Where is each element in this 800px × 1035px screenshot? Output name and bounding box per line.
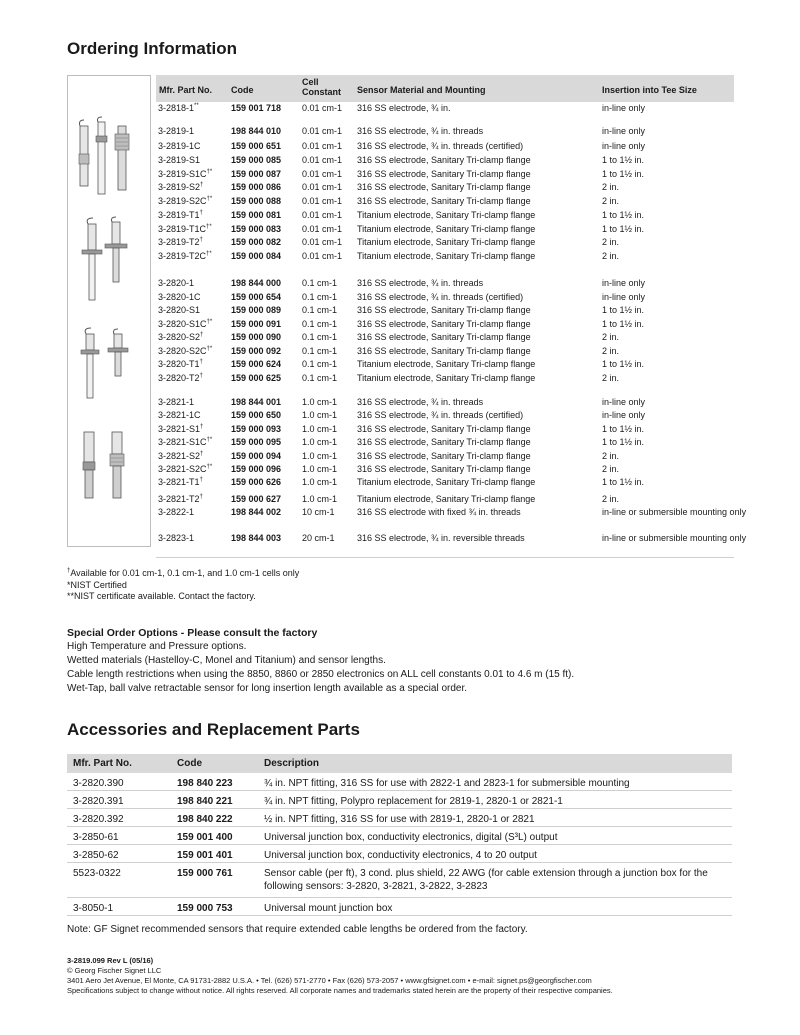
acc-part-number: 3-2820.392 xyxy=(73,814,124,825)
cell-constant: 0.01 cm-1 xyxy=(302,155,343,165)
code: 159 000 091 xyxy=(231,319,282,329)
sensor-material: 316 SS electrode, Sanitary Tri-clamp flange xyxy=(357,346,531,356)
part-footnote-mark: ** xyxy=(194,103,199,109)
code: 159 000 088 xyxy=(231,196,282,206)
acc-code: 198 840 223 xyxy=(177,778,233,789)
ordering-table-body xyxy=(156,102,747,558)
part-footnote-mark: †* xyxy=(206,437,213,443)
col-header-cell: Cell Constant xyxy=(302,77,341,97)
acc-code: 198 840 222 xyxy=(177,814,233,825)
cell-constant: 1.0 cm-1 xyxy=(302,437,338,447)
cell-constant: 1.0 cm-1 xyxy=(302,451,338,461)
acc-description: ¾ in. NPT fitting, 316 SS for use with 2822-1 and 2823-1 for submersible mounting xyxy=(264,778,630,789)
acc-code: 159 000 761 xyxy=(177,868,233,879)
footnote-nist-cert: **NIST certificate available. Contact the factory. xyxy=(67,591,256,601)
insertion-size: 2 in. xyxy=(602,464,620,474)
part-number: 3-2821-S1† xyxy=(158,424,204,434)
sensor-2820-image xyxy=(72,326,144,406)
cell-constant: 0.01 cm-1 xyxy=(302,196,343,206)
part-number: 3-2821-S2† xyxy=(158,451,204,461)
sensor-material: Titanium electrode, Sanitary Tri-clamp flange xyxy=(357,224,536,234)
insertion-size: 2 in. xyxy=(602,196,620,206)
insertion-size: 1 to 1½ in. xyxy=(602,424,645,434)
sensor-material: Titanium electrode, Sanitary Tri-clamp flange xyxy=(357,237,536,247)
insertion-size: 1 to 1½ in. xyxy=(602,224,645,234)
sensor-material: 316 SS electrode, ¾ in. threads xyxy=(357,278,484,288)
sensor-material: 316 SS electrode, ¾ in. threads xyxy=(357,126,484,136)
code: 159 000 625 xyxy=(231,373,282,383)
cable-note: Note: GF Signet recommended sensors that require extended cable lengths be ordered from the factory. xyxy=(67,924,528,935)
sensor-material: 316 SS electrode, Sanitary Tri-clamp flange xyxy=(357,182,531,192)
sensor-material: 316 SS electrode with fixed ¾ in. threads xyxy=(357,507,521,517)
code: 198 844 001 xyxy=(231,397,282,407)
accessories-table-header xyxy=(67,754,732,773)
part-number: 3-2821-1 xyxy=(158,397,195,407)
part-number: 3-2819-T1C†* xyxy=(158,224,212,234)
insertion-size: in-line only xyxy=(602,397,646,407)
sensor-material: 316 SS electrode, ¾ in. reversible threads xyxy=(357,533,525,543)
cell-constant: 0.01 cm-1 xyxy=(302,169,343,179)
cell-constant: 0.01 cm-1 xyxy=(302,126,343,136)
part-number: 3-2820-T2† xyxy=(158,373,203,383)
part-footnote-mark: †* xyxy=(206,464,213,470)
code: 159 000 624 xyxy=(231,359,282,369)
sensor-material: 316 SS electrode, Sanitary Tri-clamp flange xyxy=(357,169,531,179)
cell-constant: 0.1 cm-1 xyxy=(302,278,338,288)
sensor-2819-sanitary-image xyxy=(72,216,144,306)
acc-col-desc: Description xyxy=(264,758,320,769)
part-number: 3-2819-S2† xyxy=(158,182,204,192)
code: 159 000 651 xyxy=(231,141,282,151)
ordering-table-header xyxy=(156,75,734,102)
code: 159 000 087 xyxy=(231,169,282,179)
col-header-part: Mfr. Part No. xyxy=(159,85,213,95)
sensor-material: Titanium electrode, Sanitary Tri-clamp flange xyxy=(357,494,536,504)
insertion-size: 2 in. xyxy=(602,237,620,247)
insertion-size: in-line only xyxy=(602,141,646,151)
insertion-size: 1 to 1½ in. xyxy=(602,437,645,447)
cell-constant: 1.0 cm-1 xyxy=(302,410,338,420)
insertion-size: 2 in. xyxy=(602,332,620,342)
footnote-nist: *NIST Certified xyxy=(67,579,127,590)
part-number: 3-2819-1 xyxy=(158,126,195,136)
special-order-line: Wet-Tap, ball valve retractable sensor for long insertion length available as a special order. xyxy=(67,683,468,694)
part-number: 3-2819-T1† xyxy=(158,210,203,220)
part-footnote-mark: † xyxy=(199,477,203,483)
sensor-material: 316 SS electrode, Sanitary Tri-clamp flange xyxy=(357,451,531,461)
sensor-material: Titanium electrode, Sanitary Tri-clamp flange xyxy=(357,210,536,220)
part-number: 3-2821-S1C†* xyxy=(158,437,213,447)
cell-constant: 1.0 cm-1 xyxy=(302,424,338,434)
sensor-material: 316 SS electrode, ¾ in. threads xyxy=(357,397,484,407)
cell-constant: 1.0 cm-1 xyxy=(302,397,338,407)
acc-part-number: 3-2850-61 xyxy=(73,832,119,843)
part-number: 3-2820-1 xyxy=(158,278,195,288)
part-footnote-mark: † xyxy=(199,494,203,500)
part-footnote-mark: † xyxy=(200,451,204,457)
part-footnote-mark: †* xyxy=(206,169,213,175)
sensor-material: 316 SS electrode, ¾ in. threads (certified) xyxy=(357,292,524,302)
code: 159 000 650 xyxy=(231,410,282,420)
acc-description: ¾ in. NPT fitting, Polypro replacement for 2819-1, 2820-1 or 2821-1 xyxy=(264,796,563,807)
table-row xyxy=(67,898,732,916)
insertion-size: in-line only xyxy=(602,410,646,420)
insertion-size: 2 in. xyxy=(602,494,620,504)
part-number: 3-2820-S2† xyxy=(158,332,204,342)
part-number: 3-2821-1C xyxy=(158,410,201,420)
acc-part-number: 3-2850-62 xyxy=(73,850,119,861)
code: 159 000 096 xyxy=(231,464,282,474)
insertion-size: 1 to 1½ in. xyxy=(602,210,645,220)
acc-col-part: Mfr. Part No. xyxy=(73,758,132,769)
sensor-material: 316 SS electrode, ¾ in. threads (certified) xyxy=(357,141,524,151)
acc-code: 198 840 221 xyxy=(177,796,233,807)
sensor-material: 316 SS electrode, Sanitary Tri-clamp flange xyxy=(357,437,531,447)
part-number: 3-2819-T2† xyxy=(158,237,203,247)
part-footnote-mark: † xyxy=(199,373,203,379)
code: 159 000 082 xyxy=(231,237,282,247)
part-number: 3-2819-S1C†* xyxy=(158,169,213,179)
part-footnote-mark: † xyxy=(199,359,203,365)
accessories-title: Accessories and Replacement Parts xyxy=(67,720,360,739)
code: 159 000 086 xyxy=(231,182,282,192)
part-number: 3-2819-T2C†* xyxy=(158,251,212,261)
code: 198 844 000 xyxy=(231,278,282,288)
cell-constant: 0.1 cm-1 xyxy=(302,319,338,329)
acc-description: Universal junction box, conductivity electronics, 4 to 20 output xyxy=(264,850,537,861)
page-footer xyxy=(67,956,613,996)
col-header-insertion: Insertion into Tee Size xyxy=(602,85,697,95)
part-footnote-mark: †* xyxy=(206,251,212,257)
acc-description: Universal junction box, conductivity electronics, digital (S³L) output xyxy=(264,832,558,843)
footnotes xyxy=(67,568,299,603)
insertion-size: in-line or submersible mounting only xyxy=(602,533,747,543)
insertion-size: 2 in. xyxy=(602,373,620,383)
sensor-2819-image xyxy=(72,116,144,198)
insertion-size: 1 to 1½ in. xyxy=(602,359,645,369)
cell-constant: 0.01 cm-1 xyxy=(302,237,343,247)
insertion-size: in-line or submersible mounting only xyxy=(602,507,747,517)
table-row xyxy=(67,827,732,845)
insertion-size: 2 in. xyxy=(602,451,620,461)
sensor-material: 316 SS electrode, ¾ in. xyxy=(357,103,451,113)
cell-constant: 0.01 cm-1 xyxy=(302,141,343,151)
part-footnote-mark: † xyxy=(199,237,203,243)
insertion-size: 1 to 1½ in. xyxy=(602,319,645,329)
insertion-size: 2 in. xyxy=(602,346,620,356)
acc-code: 159 000 753 xyxy=(177,903,233,914)
part-footnote-mark: † xyxy=(200,182,204,188)
cell-constant: 0.01 cm-1 xyxy=(302,251,343,261)
sensor-material: 316 SS electrode, Sanitary Tri-clamp flange xyxy=(357,319,531,329)
cell-constant: 10 cm-1 xyxy=(302,507,335,517)
code: 159 000 084 xyxy=(231,251,282,261)
part-number: 3-2820-1C xyxy=(158,292,201,302)
part-footnote-mark: †* xyxy=(206,346,213,352)
sensor-material: 316 SS electrode, Sanitary Tri-clamp flange xyxy=(357,464,531,474)
insertion-size: in-line only xyxy=(602,103,646,113)
insertion-size: 1 to 1½ in. xyxy=(602,169,645,179)
footnote-dagger: †Available for 0.01 cm-1, 0.1 cm-1, and 1.0 cm-1 cells only xyxy=(67,568,300,578)
acc-part-number: 5523-0322 xyxy=(73,868,121,879)
sensor-material: Titanium electrode, Sanitary Tri-clamp flange xyxy=(357,251,536,261)
cell-constant: 0.1 cm-1 xyxy=(302,346,338,356)
part-number: 3-2821-S2C†* xyxy=(158,464,213,474)
acc-description: Universal mount junction box xyxy=(264,903,393,914)
sensor-material: 316 SS electrode, Sanitary Tri-clamp flange xyxy=(357,424,531,434)
part-footnote-mark: † xyxy=(199,210,203,216)
acc-code: 159 001 401 xyxy=(177,850,233,861)
part-footnote-mark: † xyxy=(200,332,204,338)
code: 159 001 718 xyxy=(231,103,282,113)
table-row xyxy=(67,809,732,827)
part-number: 3-2821-T1† xyxy=(158,477,203,487)
sensor-material: 316 SS electrode, Sanitary Tri-clamp flange xyxy=(357,332,531,342)
sensor-material: 316 SS electrode, ¾ in. threads (certified) xyxy=(357,410,524,420)
code: 159 000 081 xyxy=(231,210,282,220)
cell-constant: 0.1 cm-1 xyxy=(302,292,338,302)
cell-constant: 0.01 cm-1 xyxy=(302,103,343,113)
company-address: 3401 Aero Jet Avenue, El Monte, CA 91731-2882 U.S.A. • Tel. (626) 571-2770 • Fax (626) 573-2057 • www.gfsignet.com • e-mail: signet.ps@georgfischer.com xyxy=(67,976,592,985)
ordering-title: Ordering Information xyxy=(67,39,237,58)
code: 159 000 626 xyxy=(231,477,282,487)
insertion-size: 1 to 1½ in. xyxy=(602,477,645,487)
table-row xyxy=(67,863,732,898)
part-number: 3-2819-S1 xyxy=(158,155,201,165)
copyright: © Georg Fischer Signet LLC xyxy=(67,966,162,975)
cell-constant: 0.1 cm-1 xyxy=(302,305,338,315)
table-row xyxy=(67,845,732,863)
code: 159 000 083 xyxy=(231,224,282,234)
cell-constant: 1.0 cm-1 xyxy=(302,494,338,504)
acc-col-code: Code xyxy=(177,758,202,769)
code: 159 000 093 xyxy=(231,424,282,434)
sensor-material: 316 SS electrode, Sanitary Tri-clamp flange xyxy=(357,305,531,315)
cell-constant: 20 cm-1 xyxy=(302,533,335,543)
sensor-material: Titanium electrode, Sanitary Tri-clamp flange xyxy=(357,373,536,383)
code: 159 000 094 xyxy=(231,451,282,461)
insertion-size: 2 in. xyxy=(602,182,620,192)
cell-constant: 1.0 cm-1 xyxy=(302,477,338,487)
sensor-images-column xyxy=(67,75,151,547)
cell-constant: 0.1 cm-1 xyxy=(302,332,338,342)
code: 159 000 085 xyxy=(231,155,282,165)
part-number: 3-2823-1 xyxy=(158,533,195,543)
code: 159 000 089 xyxy=(231,305,282,315)
part-number: 3-2820-S1 xyxy=(158,305,201,315)
part-number: 3-2820-S1C†* xyxy=(158,319,213,329)
accessories-table-body xyxy=(67,773,732,916)
ordering-table xyxy=(67,75,747,557)
part-number: 3-2819-1C xyxy=(158,141,201,151)
col-header-code: Code xyxy=(231,85,254,95)
special-order-line: Cable length restrictions when using the 8850, 8860 or 2850 electronics on ALL cell constants 0.01 to 4.6 m (15 ft). xyxy=(67,669,575,680)
code: 198 844 002 xyxy=(231,507,282,517)
part-number: 3-2820-T1† xyxy=(158,359,203,369)
code: 198 844 003 xyxy=(231,533,282,543)
legal-notice: Specifications subject to change without notice. All rights reserved. All corporate names and trademarks stated herein are the property of their respective companies. xyxy=(67,986,613,995)
sensor-2821-image xyxy=(72,426,144,506)
part-number: 3-2821-T2† xyxy=(158,494,203,504)
insertion-size: 1 to 1½ in. xyxy=(602,305,645,315)
insertion-size: in-line only xyxy=(602,126,646,136)
code: 159 000 627 xyxy=(231,494,282,504)
insertion-size: in-line only xyxy=(602,292,646,302)
col-header-material: Sensor Material and Mounting xyxy=(357,85,486,95)
cell-constant: 0.1 cm-1 xyxy=(302,359,338,369)
code: 159 000 090 xyxy=(231,332,282,342)
insertion-size: in-line only xyxy=(602,278,646,288)
part-number: 3-2820-S2C†* xyxy=(158,346,213,356)
acc-description: Sensor cable (per ft), 3 cond. plus shield, 22 AWG (for cable extension through a junction box for the following sensors: 3-2820, 3-2821, 3-2822, 3-2823 xyxy=(264,868,708,892)
cell-constant: 0.1 cm-1 xyxy=(302,373,338,383)
sensor-material: Titanium electrode, Sanitary Tri-clamp flange xyxy=(357,359,536,369)
acc-part-number: 3-2820.391 xyxy=(73,796,124,807)
insertion-size: 2 in. xyxy=(602,251,620,261)
code: 198 844 010 xyxy=(231,126,282,136)
table-row xyxy=(67,791,732,809)
insertion-size: 1 to 1½ in. xyxy=(602,155,645,165)
special-order-line: High Temperature and Pressure options. xyxy=(67,641,247,652)
part-footnote-mark: † xyxy=(200,424,204,430)
code: 159 000 095 xyxy=(231,437,282,447)
sensor-material: 316 SS electrode, Sanitary Tri-clamp flange xyxy=(357,155,531,165)
special-order-title: Special Order Options - Please consult the factory xyxy=(67,627,318,639)
code: 159 000 654 xyxy=(231,292,282,302)
part-footnote-mark: †* xyxy=(206,196,213,202)
part-number: 3-2818-1** xyxy=(158,103,199,113)
acc-code: 159 001 400 xyxy=(177,832,233,843)
cell-constant: 1.0 cm-1 xyxy=(302,464,338,474)
sensor-material: Titanium electrode, Sanitary Tri-clamp flange xyxy=(357,477,536,487)
special-order-section xyxy=(67,626,574,696)
code: 159 000 092 xyxy=(231,346,282,356)
cell-constant: 0.01 cm-1 xyxy=(302,224,343,234)
part-footnote-mark: †* xyxy=(206,319,213,325)
cell-constant: 0.01 cm-1 xyxy=(302,182,343,192)
part-footnote-mark: †* xyxy=(206,224,212,230)
acc-description: ½ in. NPT fitting, 316 SS for use with 2819-1, 2820-1 or 2821 xyxy=(264,814,535,825)
part-number: 3-2822-1 xyxy=(158,507,195,517)
special-order-line: Wetted materials (Hastelloy-C, Monel and Titanium) and sensor lengths. xyxy=(67,655,386,666)
acc-part-number: 3-8050-1 xyxy=(73,903,114,914)
sensor-material: 316 SS electrode, Sanitary Tri-clamp flange xyxy=(357,196,531,206)
table-row xyxy=(67,773,732,791)
acc-part-number: 3-2820.390 xyxy=(73,778,124,789)
part-number: 3-2819-S2C†* xyxy=(158,196,213,206)
document-reference: 3-2819.099 Rev L (05/16) xyxy=(67,956,154,965)
cell-constant: 0.01 cm-1 xyxy=(302,210,343,220)
